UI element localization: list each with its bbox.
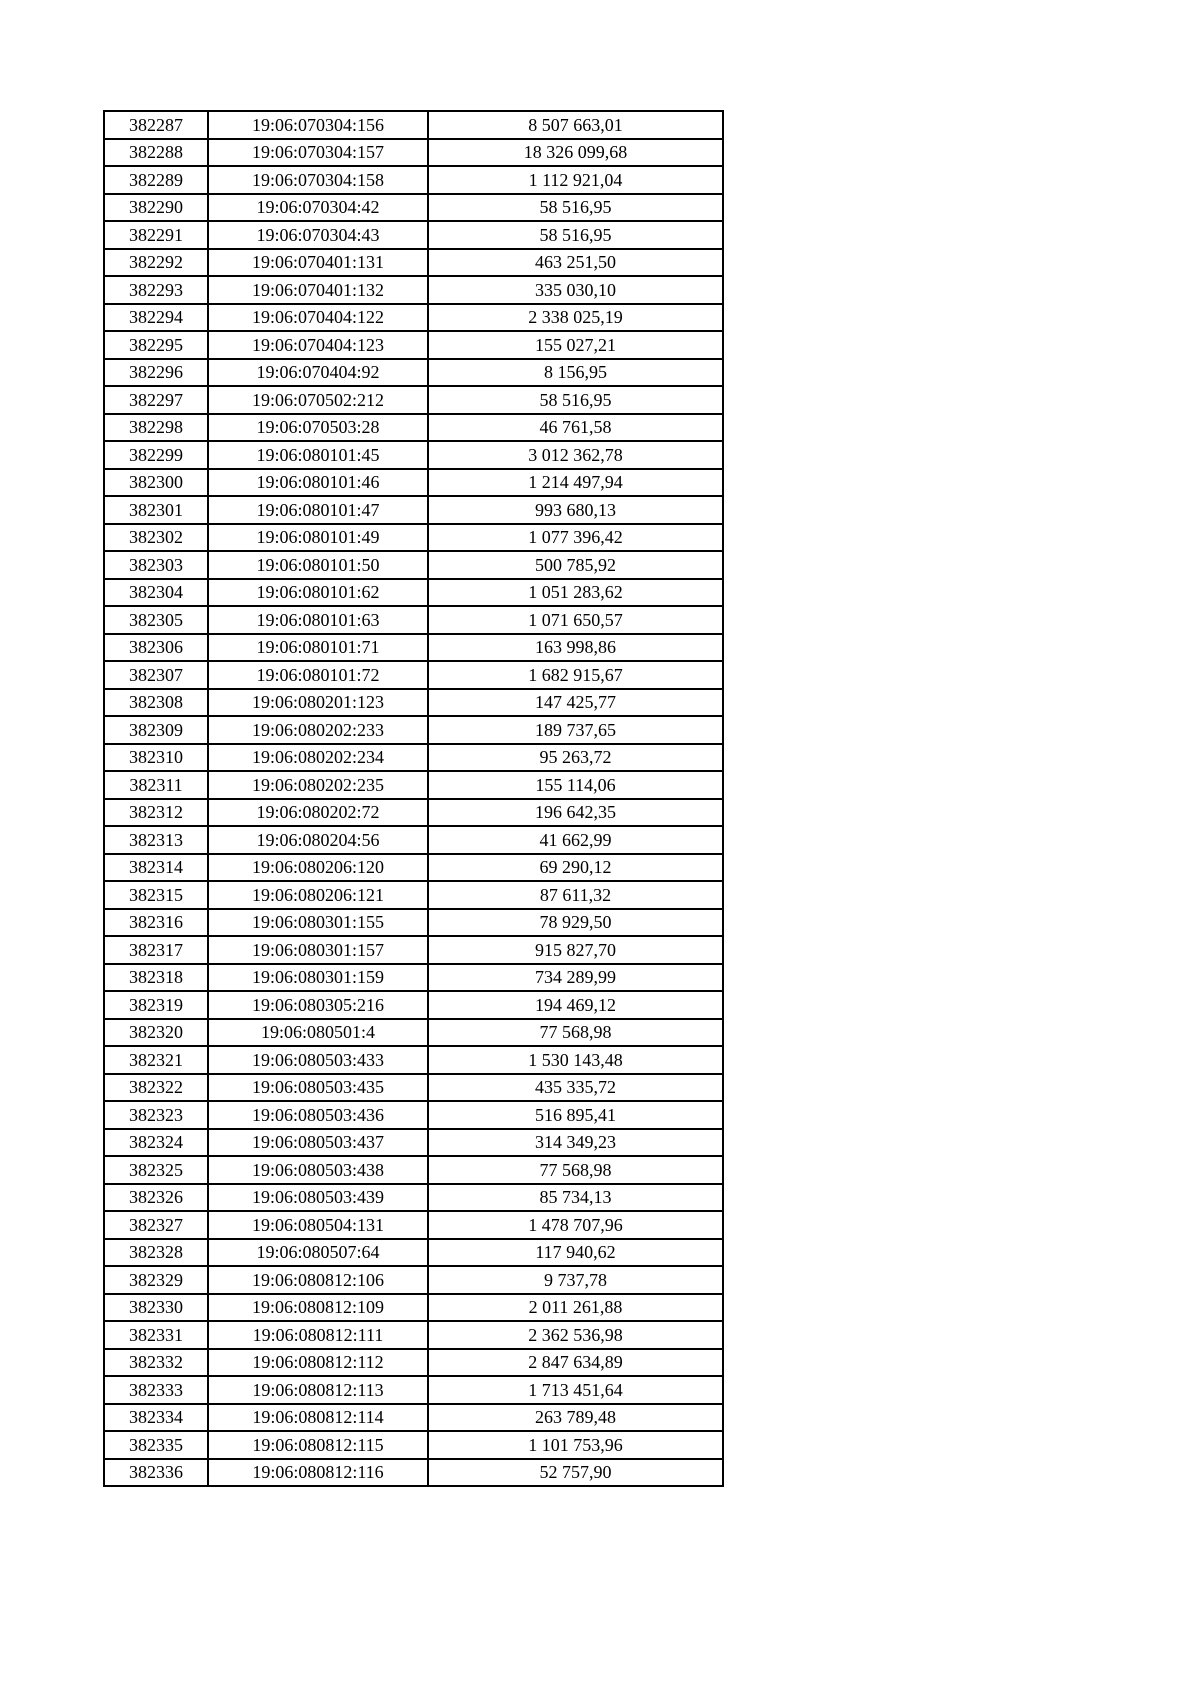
cadastral-value-cell: 1 530 143,48 — [428, 1046, 723, 1074]
cadastral-value-cell: 69 290,12 — [428, 854, 723, 882]
cadastral-value-cell: 1 214 497,94 — [428, 469, 723, 497]
cadastral-number-cell: 19:06:080101:45 — [208, 441, 428, 469]
cadastral-value-cell: 1 071 650,57 — [428, 606, 723, 634]
cadastral-number-cell: 19:06:080812:109 — [208, 1294, 428, 1322]
table-row — [104, 1404, 723, 1432]
cadastral-value-cell: 189 737,65 — [428, 716, 723, 744]
cadastral-value-cell: 2 011 261,88 — [428, 1294, 723, 1322]
cadastral-value-cell: 3 012 362,78 — [428, 441, 723, 469]
cadastral-number-cell: 19:06:080503:437 — [208, 1129, 428, 1157]
table-row — [104, 496, 723, 524]
table-row — [104, 1349, 723, 1377]
cadastral-value-cell: 9 737,78 — [428, 1266, 723, 1294]
cadastral-number-cell: 19:06:070304:158 — [208, 166, 428, 194]
row-number-cell: 382287 — [104, 111, 208, 139]
table-row — [104, 304, 723, 332]
table-row — [104, 1321, 723, 1349]
cadastral-number-cell: 19:06:080206:121 — [208, 881, 428, 909]
cadastral-value-cell: 1 112 921,04 — [428, 166, 723, 194]
cadastral-number-cell: 19:06:080503:433 — [208, 1046, 428, 1074]
table-row — [104, 1239, 723, 1267]
cadastral-number-cell: 19:06:070503:28 — [208, 414, 428, 442]
table-row — [104, 111, 723, 139]
table-row — [104, 331, 723, 359]
table-row — [104, 276, 723, 304]
cadastral-number-cell: 19:06:080812:112 — [208, 1349, 428, 1377]
cadastral-value-cell: 58 516,95 — [428, 194, 723, 222]
cadastral-value-cell: 41 662,99 — [428, 826, 723, 854]
table-row — [104, 166, 723, 194]
cadastral-value-cell: 78 929,50 — [428, 909, 723, 937]
table-row — [104, 441, 723, 469]
cadastral-number-cell: 19:06:080101:49 — [208, 524, 428, 552]
cadastral-value-cell: 194 469,12 — [428, 991, 723, 1019]
cadastral-value-cell: 1 713 451,64 — [428, 1376, 723, 1404]
cadastral-number-cell: 19:06:080812:111 — [208, 1321, 428, 1349]
table-row — [104, 826, 723, 854]
table-row — [104, 661, 723, 689]
cadastral-number-cell: 19:06:070401:131 — [208, 249, 428, 277]
row-number-cell: 382323 — [104, 1101, 208, 1129]
cadastral-number-cell: 19:06:080301:159 — [208, 964, 428, 992]
cadastral-number-cell: 19:06:080812:106 — [208, 1266, 428, 1294]
row-number-cell: 382288 — [104, 139, 208, 167]
row-number-cell: 382301 — [104, 496, 208, 524]
table-row — [104, 1431, 723, 1459]
row-number-cell: 382309 — [104, 716, 208, 744]
cadastral-number-cell: 19:06:080202:234 — [208, 744, 428, 772]
cadastral-number-cell: 19:06:080812:114 — [208, 1404, 428, 1432]
table-row — [104, 414, 723, 442]
cadastral-value-cell: 2 847 634,89 — [428, 1349, 723, 1377]
cadastral-value-cell: 1 478 707,96 — [428, 1211, 723, 1239]
row-number-cell: 382320 — [104, 1019, 208, 1047]
row-number-cell: 382302 — [104, 524, 208, 552]
cadastral-value-cell: 147 425,77 — [428, 689, 723, 717]
row-number-cell: 382336 — [104, 1459, 208, 1487]
table-row — [104, 579, 723, 607]
row-number-cell: 382328 — [104, 1239, 208, 1267]
cadastral-value-cell: 734 289,99 — [428, 964, 723, 992]
table-row — [104, 469, 723, 497]
cadastral-value-cell: 58 516,95 — [428, 386, 723, 414]
cadastral-value-cell: 1 077 396,42 — [428, 524, 723, 552]
cadastral-number-cell: 19:06:080504:131 — [208, 1211, 428, 1239]
cadastral-value-cell: 8 156,95 — [428, 359, 723, 387]
cadastral-number-cell: 19:06:080101:46 — [208, 469, 428, 497]
table-row — [104, 359, 723, 387]
cadastral-number-cell: 19:06:080204:56 — [208, 826, 428, 854]
table-row — [104, 1046, 723, 1074]
cadastral-number-cell: 19:06:080503:436 — [208, 1101, 428, 1129]
table-row — [104, 909, 723, 937]
row-number-cell: 382325 — [104, 1156, 208, 1184]
cadastral-number-cell: 19:06:080503:438 — [208, 1156, 428, 1184]
table-row — [104, 1459, 723, 1487]
row-number-cell: 382305 — [104, 606, 208, 634]
row-number-cell: 382321 — [104, 1046, 208, 1074]
row-number-cell: 382306 — [104, 634, 208, 662]
cadastral-number-cell: 19:06:080101:62 — [208, 579, 428, 607]
cadastral-number-cell: 19:06:080503:435 — [208, 1074, 428, 1102]
cadastral-number-cell: 19:06:080201:123 — [208, 689, 428, 717]
table-row — [104, 606, 723, 634]
table-row — [104, 524, 723, 552]
cadastral-number-cell: 19:06:080101:63 — [208, 606, 428, 634]
table-row — [104, 771, 723, 799]
cadastral-value-cell: 8 507 663,01 — [428, 111, 723, 139]
row-number-cell: 382335 — [104, 1431, 208, 1459]
table-row — [104, 716, 723, 744]
table-row — [104, 881, 723, 909]
row-number-cell: 382322 — [104, 1074, 208, 1102]
cadastral-value-cell: 314 349,23 — [428, 1129, 723, 1157]
row-number-cell: 382294 — [104, 304, 208, 332]
cadastral-value-cell: 155 027,21 — [428, 331, 723, 359]
row-number-cell: 382316 — [104, 909, 208, 937]
table-row — [104, 634, 723, 662]
row-number-cell: 382308 — [104, 689, 208, 717]
cadastral-number-cell: 19:06:070304:43 — [208, 221, 428, 249]
cadastral-number-cell: 19:06:080206:120 — [208, 854, 428, 882]
table-row — [104, 1019, 723, 1047]
cadastral-value-cell: 435 335,72 — [428, 1074, 723, 1102]
cadastral-value-cell: 1 051 283,62 — [428, 579, 723, 607]
cadastral-number-cell: 19:06:080301:157 — [208, 936, 428, 964]
cadastral-value-cell: 117 940,62 — [428, 1239, 723, 1267]
cadastral-value-cell: 196 642,35 — [428, 799, 723, 827]
cadastral-value-cell: 87 611,32 — [428, 881, 723, 909]
row-number-cell: 382313 — [104, 826, 208, 854]
cadastral-value-cell: 46 761,58 — [428, 414, 723, 442]
cadastral-value-cell: 335 030,10 — [428, 276, 723, 304]
row-number-cell: 382312 — [104, 799, 208, 827]
cadastral-value-cell: 993 680,13 — [428, 496, 723, 524]
table-row — [104, 1129, 723, 1157]
table-row — [104, 139, 723, 167]
row-number-cell: 382299 — [104, 441, 208, 469]
cadastral-value-cell: 1 682 915,67 — [428, 661, 723, 689]
row-number-cell: 382329 — [104, 1266, 208, 1294]
cadastral-value-cell: 95 263,72 — [428, 744, 723, 772]
table-row — [104, 854, 723, 882]
table-row — [104, 1101, 723, 1129]
table-row — [104, 1294, 723, 1322]
cadastral-number-cell: 19:06:080101:72 — [208, 661, 428, 689]
cadastral-number-cell: 19:06:070404:123 — [208, 331, 428, 359]
table-row — [104, 194, 723, 222]
row-number-cell: 382300 — [104, 469, 208, 497]
cadastral-number-cell: 19:06:070304:42 — [208, 194, 428, 222]
table-row — [104, 221, 723, 249]
cadastral-number-cell: 19:06:070404:122 — [208, 304, 428, 332]
cadastral-number-cell: 19:06:070401:132 — [208, 276, 428, 304]
row-number-cell: 382310 — [104, 744, 208, 772]
row-number-cell: 382333 — [104, 1376, 208, 1404]
cadastral-value-table — [103, 110, 724, 1487]
cadastral-number-cell: 19:06:080202:72 — [208, 799, 428, 827]
cadastral-number-cell: 19:06:070304:157 — [208, 139, 428, 167]
cadastral-number-cell: 19:06:080301:155 — [208, 909, 428, 937]
cadastral-value-cell: 155 114,06 — [428, 771, 723, 799]
cadastral-number-cell: 19:06:080202:235 — [208, 771, 428, 799]
table-body — [104, 111, 723, 1486]
row-number-cell: 382326 — [104, 1184, 208, 1212]
table-row — [104, 936, 723, 964]
cadastral-number-cell: 19:06:080305:216 — [208, 991, 428, 1019]
cadastral-number-cell: 19:06:080812:115 — [208, 1431, 428, 1459]
cadastral-value-cell: 163 998,86 — [428, 634, 723, 662]
row-number-cell: 382304 — [104, 579, 208, 607]
table-row — [104, 689, 723, 717]
cadastral-value-cell: 915 827,70 — [428, 936, 723, 964]
row-number-cell: 382297 — [104, 386, 208, 414]
row-number-cell: 382331 — [104, 1321, 208, 1349]
cadastral-value-cell: 52 757,90 — [428, 1459, 723, 1487]
row-number-cell: 382293 — [104, 276, 208, 304]
cadastral-value-cell: 463 251,50 — [428, 249, 723, 277]
row-number-cell: 382311 — [104, 771, 208, 799]
table-row — [104, 964, 723, 992]
table-row — [104, 1211, 723, 1239]
cadastral-value-cell: 18 326 099,68 — [428, 139, 723, 167]
row-number-cell: 382298 — [104, 414, 208, 442]
table-row — [104, 1184, 723, 1212]
row-number-cell: 382327 — [104, 1211, 208, 1239]
cadastral-number-cell: 19:06:080101:71 — [208, 634, 428, 662]
row-number-cell: 382319 — [104, 991, 208, 1019]
cadastral-number-cell: 19:06:080501:4 — [208, 1019, 428, 1047]
cadastral-number-cell: 19:06:080507:64 — [208, 1239, 428, 1267]
row-number-cell: 382295 — [104, 331, 208, 359]
row-number-cell: 382314 — [104, 854, 208, 882]
table-row — [104, 249, 723, 277]
table-row — [104, 991, 723, 1019]
row-number-cell: 382330 — [104, 1294, 208, 1322]
table-row — [104, 799, 723, 827]
row-number-cell: 382291 — [104, 221, 208, 249]
cadastral-number-cell: 19:06:080812:113 — [208, 1376, 428, 1404]
row-number-cell: 382315 — [104, 881, 208, 909]
cadastral-value-cell: 2 338 025,19 — [428, 304, 723, 332]
table-row — [104, 1156, 723, 1184]
row-number-cell: 382334 — [104, 1404, 208, 1432]
cadastral-value-cell: 1 101 753,96 — [428, 1431, 723, 1459]
cadastral-number-cell: 19:06:080812:116 — [208, 1459, 428, 1487]
row-number-cell: 382318 — [104, 964, 208, 992]
row-number-cell: 382324 — [104, 1129, 208, 1157]
cadastral-number-cell: 19:06:070404:92 — [208, 359, 428, 387]
cadastral-value-cell: 58 516,95 — [428, 221, 723, 249]
cadastral-value-cell: 516 895,41 — [428, 1101, 723, 1129]
cadastral-number-cell: 19:06:080202:233 — [208, 716, 428, 744]
cadastral-value-cell: 77 568,98 — [428, 1019, 723, 1047]
row-number-cell: 382303 — [104, 551, 208, 579]
row-number-cell: 382317 — [104, 936, 208, 964]
cadastral-value-cell: 263 789,48 — [428, 1404, 723, 1432]
table-row — [104, 386, 723, 414]
table-row — [104, 1266, 723, 1294]
cadastral-number-cell: 19:06:080101:47 — [208, 496, 428, 524]
cadastral-value-cell: 85 734,13 — [428, 1184, 723, 1212]
cadastral-value-cell: 500 785,92 — [428, 551, 723, 579]
table-row — [104, 744, 723, 772]
row-number-cell: 382290 — [104, 194, 208, 222]
table-row — [104, 1074, 723, 1102]
row-number-cell: 382307 — [104, 661, 208, 689]
cadastral-number-cell: 19:06:070304:156 — [208, 111, 428, 139]
cadastral-number-cell: 19:06:080503:439 — [208, 1184, 428, 1212]
cadastral-value-cell: 77 568,98 — [428, 1156, 723, 1184]
cadastral-value-cell: 2 362 536,98 — [428, 1321, 723, 1349]
table-row — [104, 551, 723, 579]
row-number-cell: 382289 — [104, 166, 208, 194]
cadastral-number-cell: 19:06:070502:212 — [208, 386, 428, 414]
row-number-cell: 382296 — [104, 359, 208, 387]
cadastral-number-cell: 19:06:080101:50 — [208, 551, 428, 579]
table-row — [104, 1376, 723, 1404]
row-number-cell: 382292 — [104, 249, 208, 277]
row-number-cell: 382332 — [104, 1349, 208, 1377]
